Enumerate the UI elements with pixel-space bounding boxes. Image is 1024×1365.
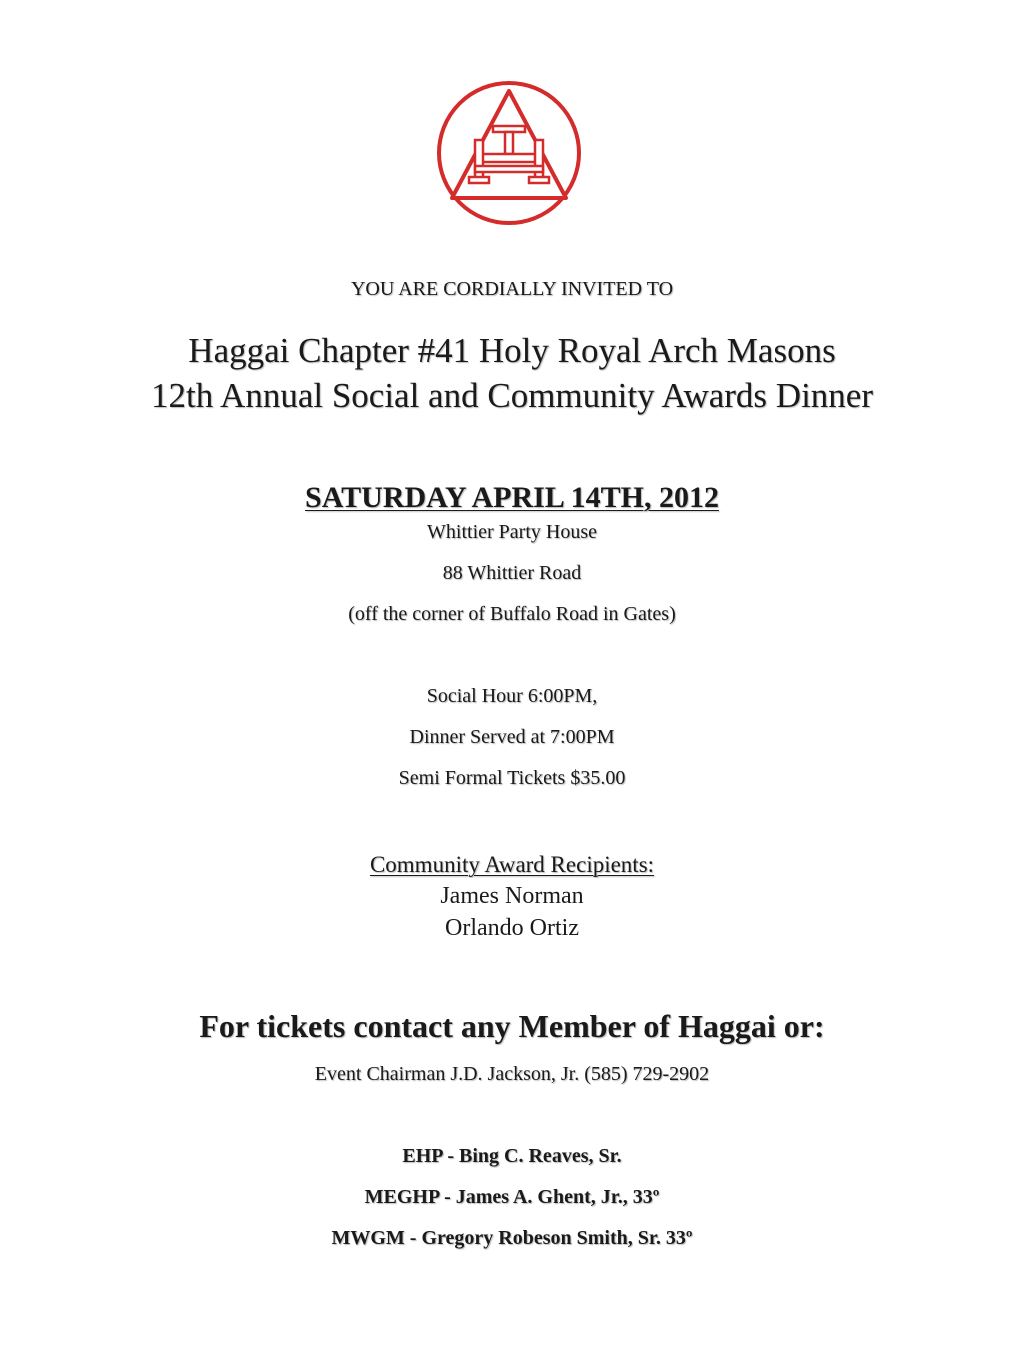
ticket-price: Semi Formal Tickets $35.00 (398, 767, 626, 789)
venue-address: 88 Whittier Road (442, 562, 582, 584)
recipient-name: Orlando Ortiz (445, 915, 579, 941)
invitation-line: YOU ARE CORDIALLY INVITED TO (350, 278, 674, 300)
recipients-heading: Community Award Recipients: (369, 852, 655, 877)
event-date: SATURDAY APRIL 14TH, 2012 (305, 481, 719, 514)
dinner-time: Dinner Served at 7:00PM (409, 726, 615, 748)
event-chairman: Event Chairman J.D. Jackson, Jr. (585) 729-2902 (314, 1063, 710, 1085)
title-line-1: Haggai Chapter #41 Holy Royal Arch Masons (188, 331, 836, 370)
recipient-name: James Norman (440, 883, 584, 909)
venue-name: Whittier Party House (427, 521, 597, 543)
venue-directions: (off the corner of Buffalo Road in Gates) (348, 603, 676, 625)
royal-arch-emblem-icon (433, 80, 585, 226)
contact-heading: For tickets contact any Member of Haggai or: (199, 1008, 825, 1044)
officer-line: EHP - Bing C. Reaves, Sr. (402, 1145, 622, 1167)
officer-line: MWGM - Gregory Robeson Smith, Sr. 33º (331, 1227, 693, 1249)
title-line-2: 12th Annual Social and Community Awards Dinner (151, 376, 873, 415)
social-hour: Social Hour 6:00PM, (426, 685, 598, 707)
officer-line: MEGHP - James A. Ghent, Jr., 33º (364, 1186, 660, 1208)
